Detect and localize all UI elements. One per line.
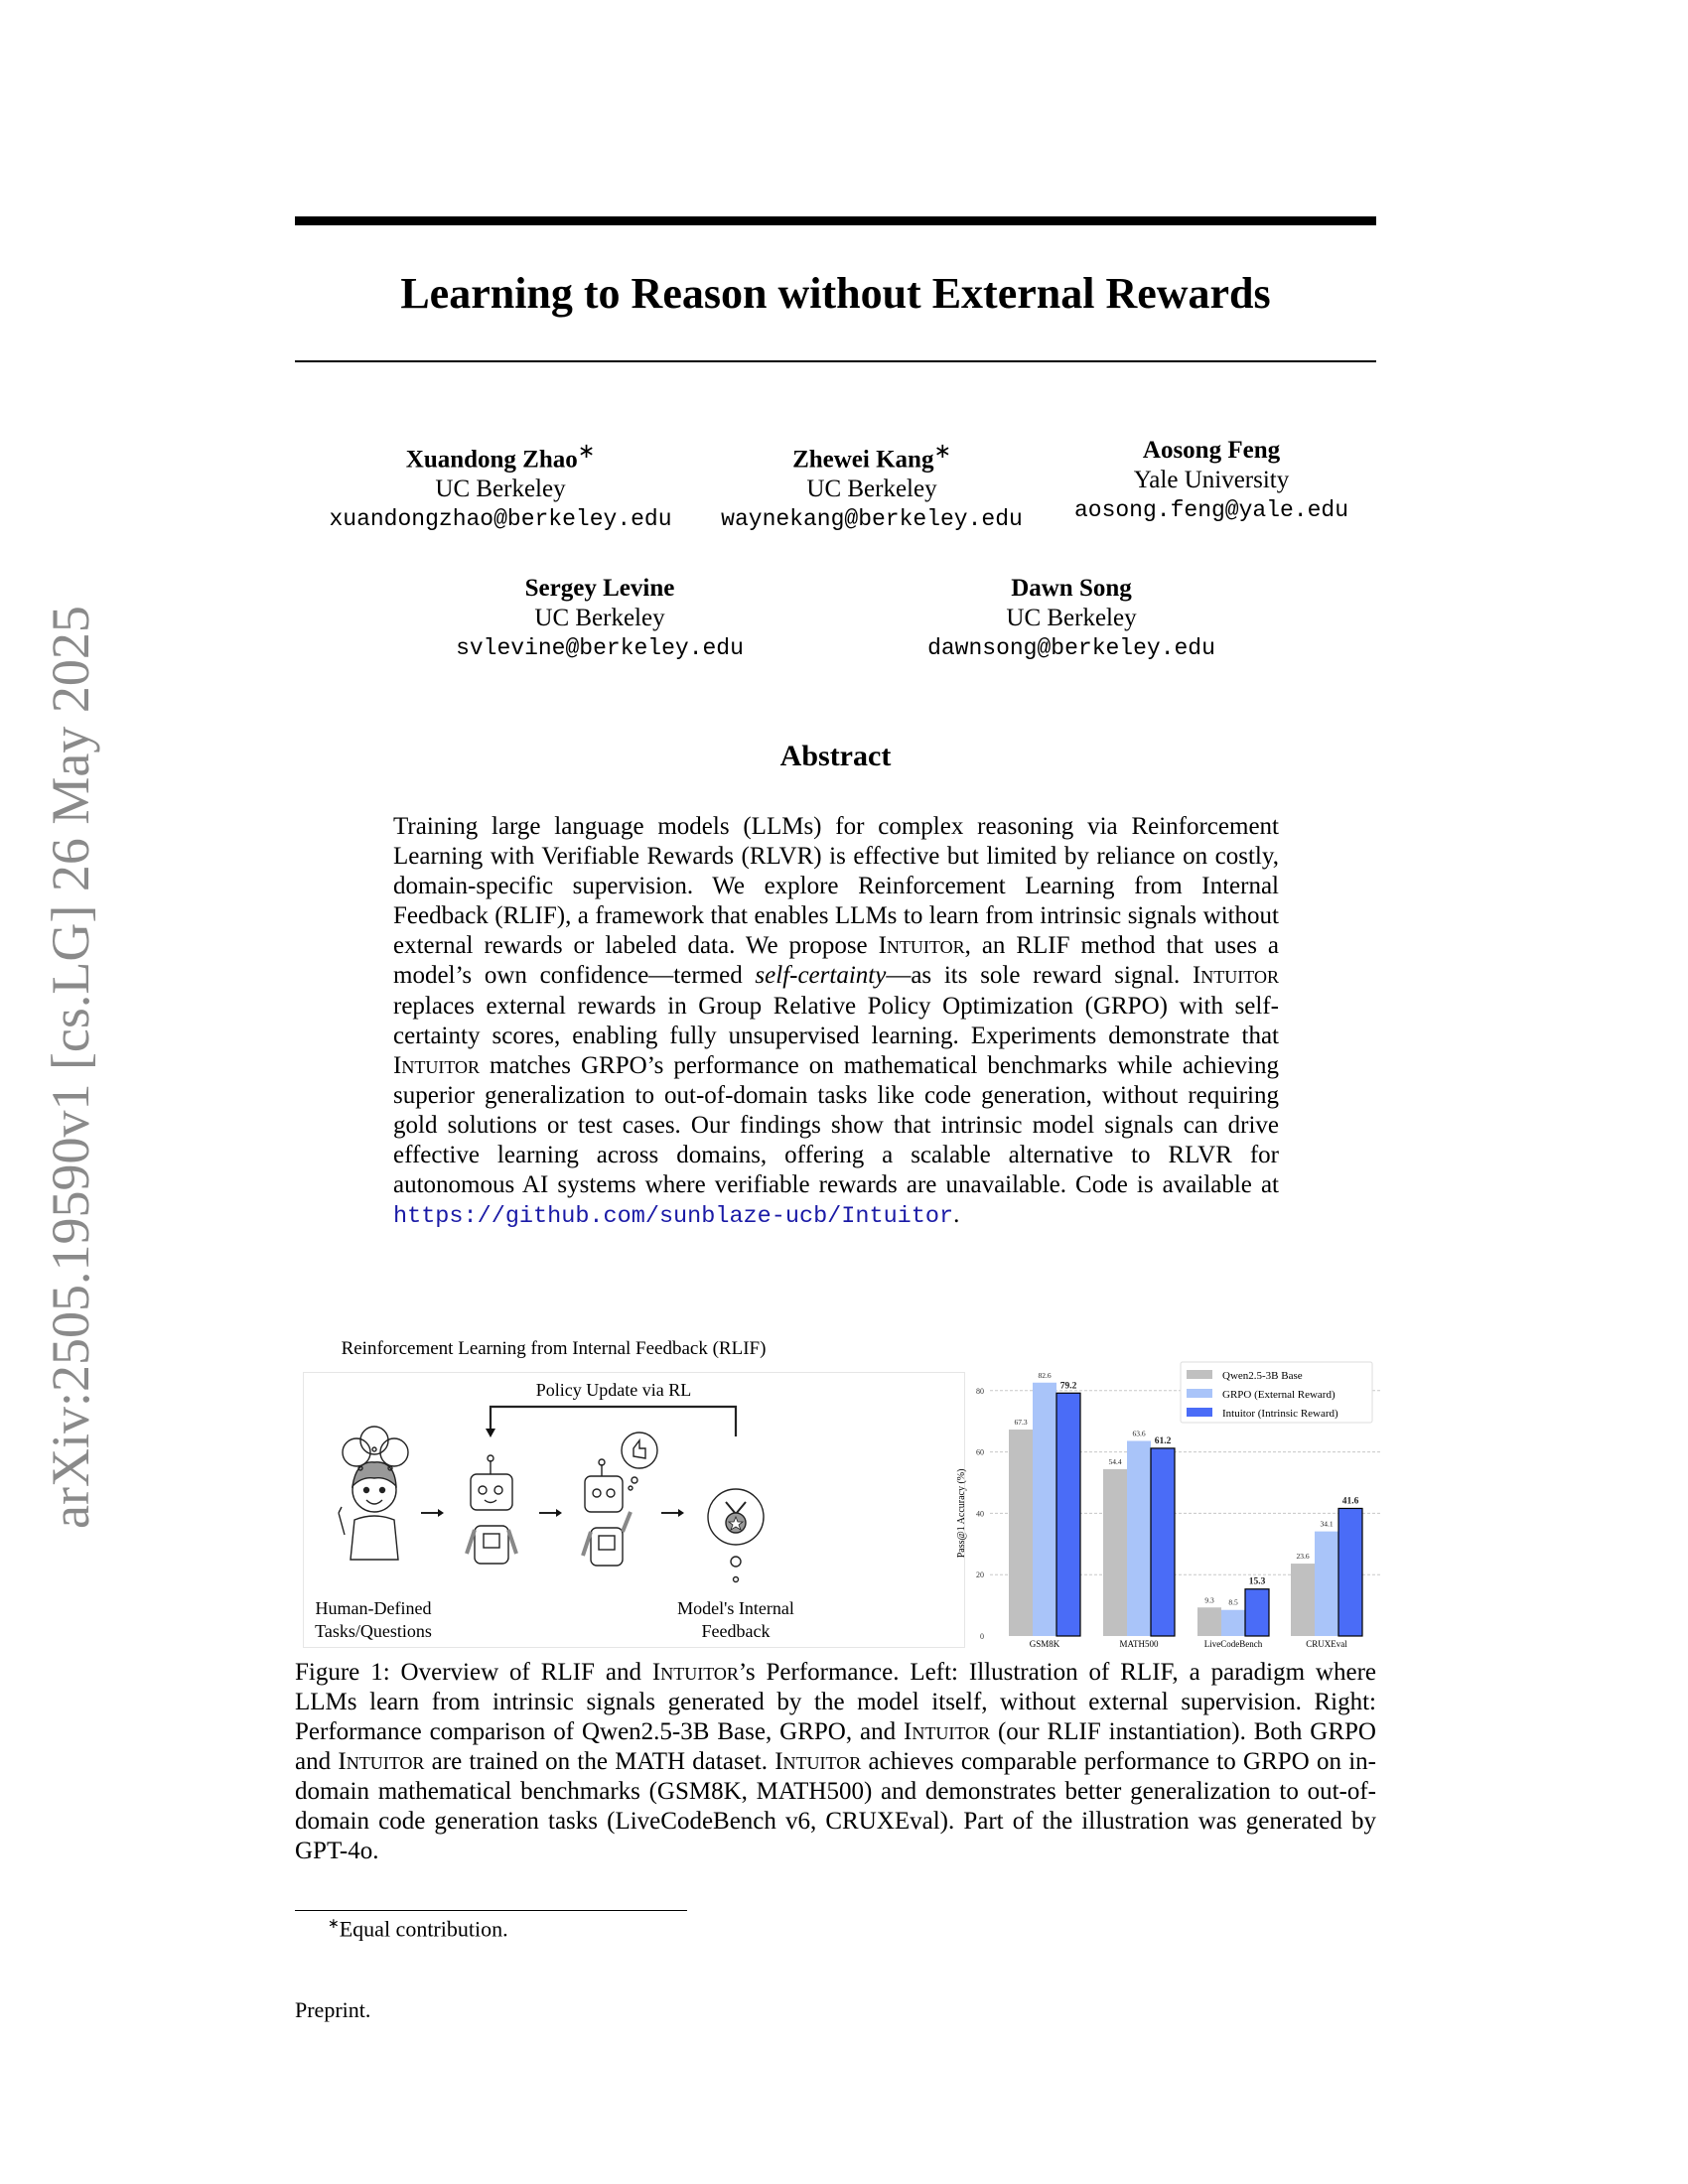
y-tick-label: 20 xyxy=(976,1570,984,1580)
author-affiliation: Yale University xyxy=(1133,467,1290,493)
abstract-text xyxy=(393,812,1279,1232)
bar-value-label: 34.1 xyxy=(1320,1519,1334,1529)
method-name: Intuitor xyxy=(774,1748,862,1775)
method-name: Intuitor xyxy=(651,1659,739,1686)
text-segment: achieves comparable performance to GRPO on in-domain mathematical benchmarks (GSM8K, MATH500) and demonstrates better generalization to out-of-domain code generation tasks (LiveCodeBench v6, CRUXEval). Part of the illustration was generated by GPT-4o. xyxy=(295,1748,1376,1864)
label-line: Model's Internal xyxy=(677,1598,794,1618)
bar-livecodebench-0 xyxy=(1197,1607,1221,1636)
author-email[interactable]: waynekang@berkeley.edu xyxy=(721,506,1023,533)
text-segment: replaces external rewards in Group Relative Policy Optimization (GRPO) with self-certainty scores, enabling fully unsupervised learning. Experiments demonstrate that xyxy=(393,992,1279,1049)
author-email[interactable]: svlevine@berkeley.edu xyxy=(456,635,744,661)
label-line: Tasks/Questions xyxy=(315,1621,432,1641)
bar-value-label: 8.5 xyxy=(1228,1597,1238,1607)
bar-value-label: 54.4 xyxy=(1108,1456,1122,1466)
legend-label: GRPO (External Reward) xyxy=(1222,1389,1336,1401)
legend-label: Qwen2.5-3B Base xyxy=(1222,1370,1303,1382)
bar-value-label: 41.6 xyxy=(1341,1496,1359,1507)
paper-title: Learning to Reason without External Rewards xyxy=(400,269,1271,318)
code-link[interactable]: https://github.com/sunblaze-ucb/Intuitor xyxy=(393,1203,954,1231)
footnote-rule xyxy=(295,1910,687,1911)
arxiv-stamp: arXiv:2505.19590v1 [cs.LG] 26 May 2025 xyxy=(41,606,100,1529)
policy-update-arrow xyxy=(491,1407,736,1436)
legend-swatch xyxy=(1187,1408,1212,1417)
method-name: Intuitor xyxy=(878,932,965,960)
internal-feedback-label xyxy=(636,1597,835,1643)
bar-value-label: 67.3 xyxy=(1014,1418,1028,1428)
thumbs-up-icon xyxy=(633,1440,645,1458)
author-email[interactable]: aosong.feng@yale.edu xyxy=(1073,497,1349,523)
method-name: Intuitor xyxy=(338,1748,425,1775)
medal-thought-icon xyxy=(708,1489,764,1582)
author-affiliation: UC Berkeley xyxy=(1006,605,1137,631)
bar-cruxeval-0 xyxy=(1291,1564,1315,1636)
method-name: Intuitor xyxy=(393,1051,480,1079)
text-segment: . xyxy=(953,1201,960,1229)
figure-caption xyxy=(295,1658,1376,1866)
author-name: Zhewei Kang xyxy=(792,446,934,474)
author-name: Xuandong Zhao xyxy=(405,446,578,474)
author-block xyxy=(1003,436,1420,525)
footnote xyxy=(328,1916,508,1942)
author-mark: ∗ xyxy=(933,439,951,463)
author-email[interactable]: dawnsong@berkeley.edu xyxy=(927,635,1215,661)
footnote-mark: ∗ xyxy=(328,1917,340,1932)
bar-value-label: 63.6 xyxy=(1132,1429,1146,1438)
label-line: Human-Defined xyxy=(315,1598,432,1618)
author-name: Aosong Feng xyxy=(1142,437,1281,464)
author-mark: ∗ xyxy=(577,439,596,463)
policy-update-label: Policy Update via RL xyxy=(535,1380,692,1400)
performance-bar-chart xyxy=(948,1330,1385,1653)
bar-value-label: 61.2 xyxy=(1154,1435,1172,1446)
bar-value-label: 82.6 xyxy=(1038,1370,1052,1380)
author-email[interactable]: xuandongzhao@berkeley.edu xyxy=(329,506,672,533)
text-segment: self-certainty xyxy=(755,962,887,990)
text-segment: (our RLIF instantiation). Both GRPO and xyxy=(295,1718,1376,1775)
bar-value-label: 79.2 xyxy=(1059,1381,1077,1392)
text-segment: matches GRPO’s performance on mathematical benchmarks while achieving superior generalization to out-of-domain tasks like code generation, without requiring gold solutions or test cases. Our findings show that intrinsic model signals can drive effective learning across domains, offering a scalable alternative to RLVR for autonomous AI systems where verifiable rewards are unavailable. Code is available at xyxy=(393,1051,1279,1199)
author-affiliation: UC Berkeley xyxy=(806,476,937,503)
bar-value-label: 15.3 xyxy=(1248,1576,1266,1587)
footnote-text: Equal contribution. xyxy=(339,1916,508,1942)
method-name: Intuitor xyxy=(1192,962,1279,990)
text-segment: Figure 1: Overview of RLIF and xyxy=(295,1659,652,1686)
human-tasks-label xyxy=(274,1597,473,1643)
y-tick-label: 40 xyxy=(976,1509,984,1519)
bar-math500-1 xyxy=(1127,1440,1151,1636)
y-axis-label: Pass@1 Accuracy (%) xyxy=(956,1468,967,1559)
bar-cruxeval-2 xyxy=(1338,1508,1362,1636)
bar-value-label: 23.6 xyxy=(1296,1552,1310,1562)
robot-icon xyxy=(467,1455,516,1564)
author-name: Dawn Song xyxy=(1011,575,1132,602)
y-tick-label: 60 xyxy=(976,1447,984,1457)
text-segment: —as its sole reward signal. xyxy=(886,962,1193,990)
text-segment: Training large language models (LLMs) for complex reasoning via Reinforcement Learning with Verifiable Rewards (RLVR) is effective but limited by reliance on costly, domain-specific supervision. We explore Reinforcement Learning from Internal Feedback (RLIF), a framework that enables LLMs to learn from intrinsic signals without external rewards or labeled data. We propose xyxy=(393,813,1279,960)
legend-swatch xyxy=(1187,1370,1212,1379)
rlif-illustration xyxy=(303,1372,965,1648)
bar-value-label: 9.3 xyxy=(1204,1595,1214,1605)
text-segment: ’s Performance. Left: Illustration of RLIF, a paradigm where LLMs learn from intrinsic signals generated by the model itself, without external supervision. Right: Performance comparison of Qwen2.5-3B Base, GRPO, and xyxy=(295,1659,1377,1745)
y-tick-label: 80 xyxy=(976,1386,984,1396)
human-icon xyxy=(339,1427,408,1560)
title-top-rule xyxy=(295,216,1376,225)
y-tick-label: 0 xyxy=(980,1632,984,1641)
bar-gsm8k-1 xyxy=(1033,1383,1056,1636)
text-segment: , an RLIF method that uses a model’s own confidence—termed xyxy=(393,932,1279,990)
legend-swatch xyxy=(1187,1389,1212,1398)
bar-gsm8k-2 xyxy=(1056,1393,1080,1636)
x-tick-label: CRUXEval xyxy=(1306,1639,1347,1649)
bar-livecodebench-1 xyxy=(1221,1610,1245,1636)
author-affiliation: UC Berkeley xyxy=(435,476,566,503)
author-block xyxy=(391,574,808,663)
abstract-heading: Abstract xyxy=(779,740,892,772)
bar-math500-0 xyxy=(1103,1469,1127,1636)
text-segment: are trained on the MATH dataset. xyxy=(424,1748,775,1775)
preprint-label: Preprint. xyxy=(295,1997,371,2022)
label-line: Feedback xyxy=(701,1621,771,1641)
title-bottom-rule xyxy=(295,360,1376,362)
thinking-robot-icon xyxy=(583,1433,657,1566)
illustration-title: Reinforcement Learning from Internal Feedback (RLIF) xyxy=(341,1338,767,1359)
legend-label: Intuitor (Intrinsic Reward) xyxy=(1222,1408,1338,1420)
author-block xyxy=(863,574,1280,663)
author-affiliation: UC Berkeley xyxy=(534,605,665,631)
x-tick-label: MATH500 xyxy=(1119,1639,1159,1649)
bar-gsm8k-0 xyxy=(1009,1430,1033,1636)
bar-math500-2 xyxy=(1151,1448,1175,1636)
author-block xyxy=(292,436,709,534)
x-tick-label: LiveCodeBench xyxy=(1203,1639,1263,1649)
x-tick-label: GSM8K xyxy=(1029,1639,1060,1649)
bar-cruxeval-1 xyxy=(1315,1532,1338,1636)
method-name: Intuitor xyxy=(904,1718,991,1745)
author-name: Sergey Levine xyxy=(524,575,675,602)
bar-livecodebench-2 xyxy=(1245,1589,1269,1636)
